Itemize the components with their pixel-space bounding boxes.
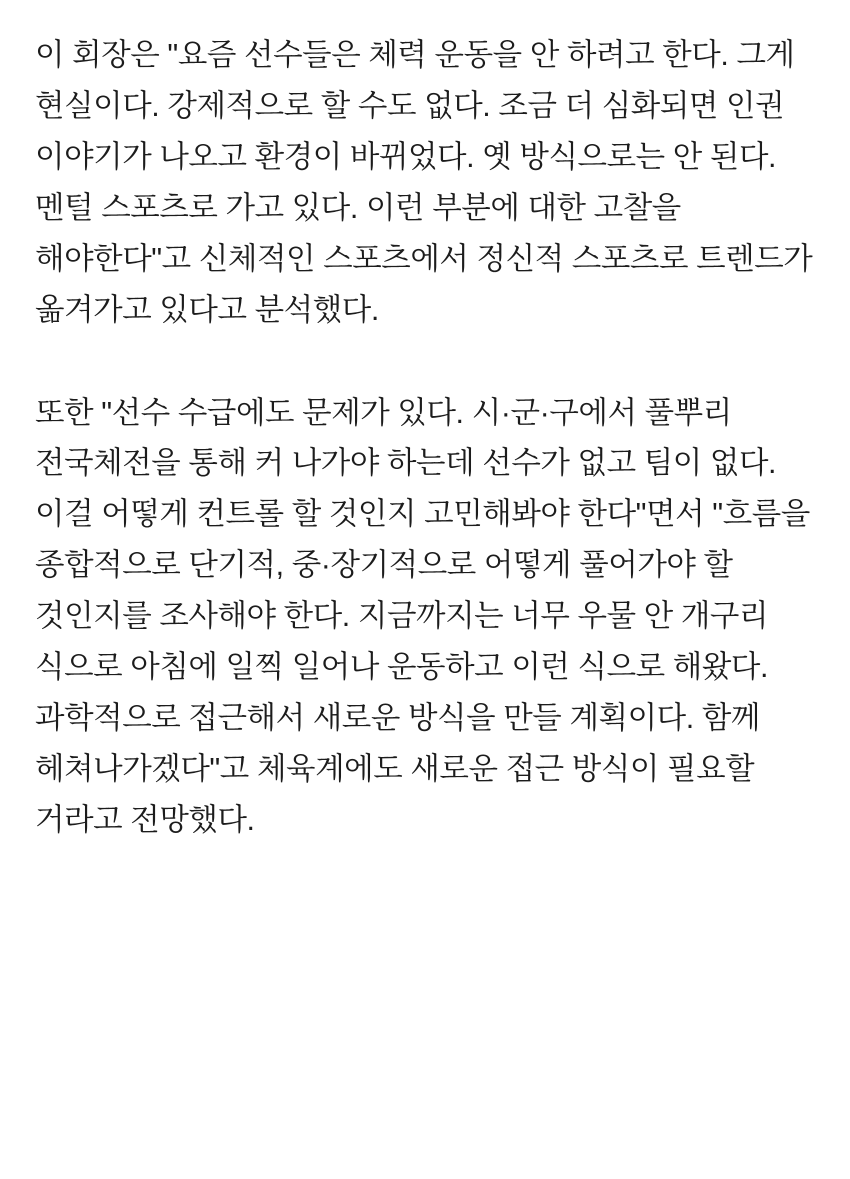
article-paragraph-2: 또한 "선수 수급에도 문제가 있다. 시·군·구에서 풀뿌리 전국체전을 통해 커 나가야 하는데 선수가 없고 팀이 없다. 이걸 어떻게 컨트롤 할 것인지 고민해봐야 한다"면서 "흐름을 종합적으로 단기적, 중·장기적으로 어떻게 풀어가야 할 것인지를 조사해야 한다. 지금까지는 너무 우물 안 개구리 식으로 아침에 일찍 일어나 운동하고 이런 식으로 해왔다. 과학적으로 접근해서 새로운 방식을 만들 계획이다. 함께 헤쳐나가겠다"고 체육계에도 새로운 접근 방식이 필요할 거라고 전망했다. bbox=[35, 395, 818, 837]
article-paragraph-1: 이 회장은 "요즘 선수들은 체력 운동을 안 하려고 한다. 그게 현실이다. 강제적으로 할 수도 없다. 조금 더 심화되면 인권 이야기가 나오고 환경이 바뀌었다. 옛 방식으로는 안 된다. 멘털 스포츠로 가고 있다. 이런 부분에 대한 고찰을 해야한다"고 신체적인 스포츠에서 정신적 스포츠로 트렌드가 옮겨가고 있다고 분석했다. bbox=[35, 38, 821, 327]
